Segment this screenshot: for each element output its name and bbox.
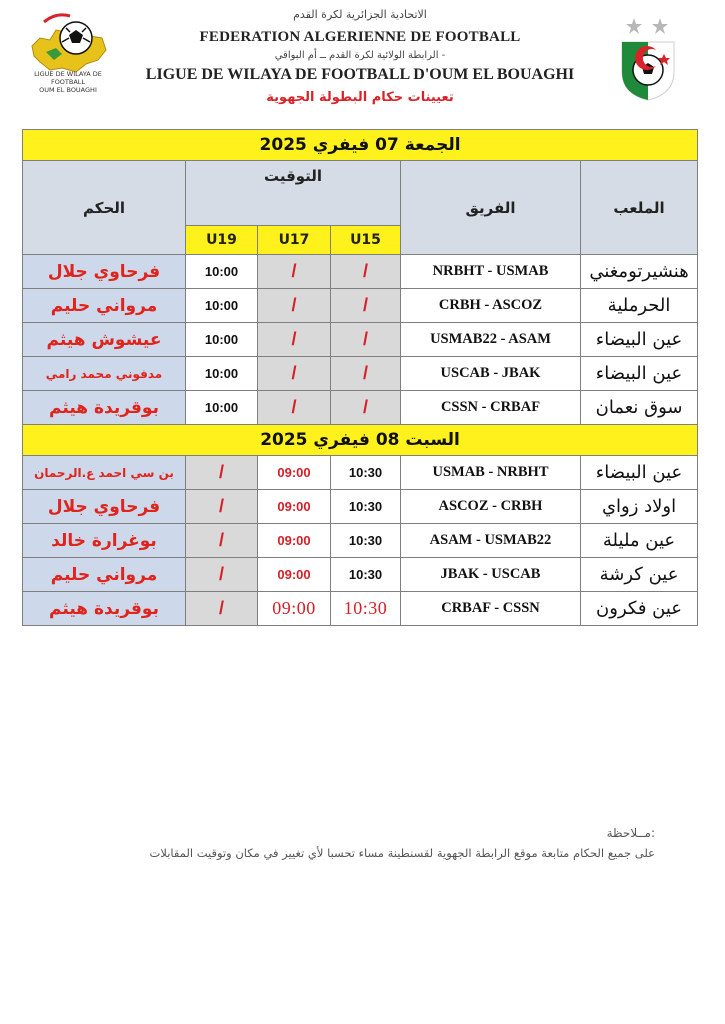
team-pair: USCAB - JBAK	[401, 357, 581, 391]
time-u15: /	[331, 289, 401, 323]
team-pair: USMAB - NRBHT	[401, 456, 581, 490]
referee-name: مدفوني محمد رامي	[23, 357, 186, 391]
day-title: الجمعة 07 فيفري 2025	[23, 130, 698, 161]
team-pair: CRBAF - CSSN	[401, 592, 581, 626]
time-u15: 10:30	[331, 524, 401, 558]
venue: عين فكرون	[581, 592, 698, 626]
header-time: التوقيت	[186, 161, 401, 226]
time-u17: /	[258, 357, 331, 391]
time-u15: /	[331, 323, 401, 357]
match-row	[23, 391, 698, 425]
logo-caption-line-2: OUM EL BOUAGHI	[39, 86, 97, 94]
referee-name: بوغرارة خالد	[23, 524, 186, 558]
referee-name: مرواني حليم	[23, 558, 186, 592]
time-u19: 10:00	[186, 323, 258, 357]
column-header-row	[23, 161, 698, 226]
time-u17: 09:00	[258, 490, 331, 524]
header-u19: U19	[186, 226, 258, 255]
time-u17: /	[258, 391, 331, 425]
document-header	[0, 0, 725, 120]
time-u15: /	[331, 357, 401, 391]
federation-logo-icon	[612, 14, 692, 102]
team-pair: USMAB22 - ASAM	[401, 323, 581, 357]
logo-caption-line-1: LIGUE DE WILAYA DE FOOTBALL	[34, 70, 102, 86]
venue: عين البيضاء	[581, 357, 698, 391]
time-u17: 09:00	[258, 456, 331, 490]
team-pair: CSSN - CRBAF	[401, 391, 581, 425]
time-u17: 09:00	[258, 558, 331, 592]
referee-name: فرحاوي جلال	[23, 490, 186, 524]
note-text: على جميع الحكام متابعة موقع الرابطة الجهوية لقسنطينة مساء تحسبا لأي تغيير في مكان وتوقيت المقابلات	[149, 846, 655, 860]
referee-name: بوقريدة هيثم	[23, 592, 186, 626]
match-row	[23, 456, 698, 490]
team-pair: ASAM - USMAB22	[401, 524, 581, 558]
venue: عين مليلة	[581, 524, 698, 558]
league-logo-caption	[18, 70, 118, 94]
time-u15: /	[331, 391, 401, 425]
document-title: تعيينات حكام البطولة الجهوية	[266, 90, 454, 105]
venue: عين كرشة	[581, 558, 698, 592]
day-row-saturday	[23, 425, 698, 456]
header-team: الفريق	[401, 161, 581, 255]
match-row	[23, 524, 698, 558]
header-u17: U17	[258, 226, 331, 255]
venue: الحرملية	[581, 289, 698, 323]
team-pair: JBAK - USCAB	[401, 558, 581, 592]
venue: عين البيضاء	[581, 456, 698, 490]
time-u17: /	[258, 289, 331, 323]
time-u19: 10:00	[186, 255, 258, 289]
match-row	[23, 289, 698, 323]
match-row	[23, 323, 698, 357]
time-u15: /	[331, 255, 401, 289]
venue: عين البيضاء	[581, 323, 698, 357]
time-u17: /	[258, 323, 331, 357]
referee-name: عيشوش هيثم	[23, 323, 186, 357]
time-u15: 10:30	[331, 490, 401, 524]
header-referee: الحكم	[23, 161, 186, 255]
time-u17: /	[258, 255, 331, 289]
header-venue: الملعب	[581, 161, 698, 255]
referee-name: بوقريدة هيثم	[23, 391, 186, 425]
team-pair: CRBH - ASCOZ	[401, 289, 581, 323]
venue: اولاد زواي	[581, 490, 698, 524]
time-u17: 09:00	[258, 592, 331, 626]
referee-name: بن سي احمد ع.الرحمان	[23, 456, 186, 490]
league-name: LIGUE DE WILAYA DE FOOTBALL D'OUM EL BOUAGHI	[145, 66, 575, 83]
referee-schedule-table	[22, 129, 698, 626]
time-u17: 09:00	[258, 524, 331, 558]
time-u19: /	[186, 558, 258, 592]
federation-name: FEDERATION ALGERIENNE DE FOOTBALL	[199, 29, 521, 45]
match-row	[23, 357, 698, 391]
match-row	[23, 592, 698, 626]
time-u19: 10:00	[186, 357, 258, 391]
team-pair: NRBHT - USMAB	[401, 255, 581, 289]
time-u15: 10:30	[331, 456, 401, 490]
arabic-league-name: الرابطة الولائية لكرة القدم ــ أم البواقي -	[274, 50, 446, 61]
note-title: مــلاحظة:	[606, 826, 655, 840]
time-u19: /	[186, 456, 258, 490]
referee-name: مرواني حليم	[23, 289, 186, 323]
time-u19: 10:00	[186, 391, 258, 425]
venue: هنشيرتومغني	[581, 255, 698, 289]
time-u19: 10:00	[186, 289, 258, 323]
time-u19: /	[186, 592, 258, 626]
time-u15: 10:30	[331, 592, 401, 626]
referee-name: فرحاوي جلال	[23, 255, 186, 289]
time-u19: /	[186, 524, 258, 558]
match-row	[23, 490, 698, 524]
header-u15: U15	[331, 226, 401, 255]
arabic-federation-name: الاتحادية الجزائرية لكرة القدم	[293, 8, 427, 21]
day-row-friday	[23, 130, 698, 161]
team-pair: ASCOZ - CRBH	[401, 490, 581, 524]
time-u15: 10:30	[331, 558, 401, 592]
time-u19: /	[186, 490, 258, 524]
match-row	[23, 558, 698, 592]
venue: سوق نعمان	[581, 391, 698, 425]
match-row	[23, 255, 698, 289]
day-title: السبت 08 فيفري 2025	[23, 425, 698, 456]
